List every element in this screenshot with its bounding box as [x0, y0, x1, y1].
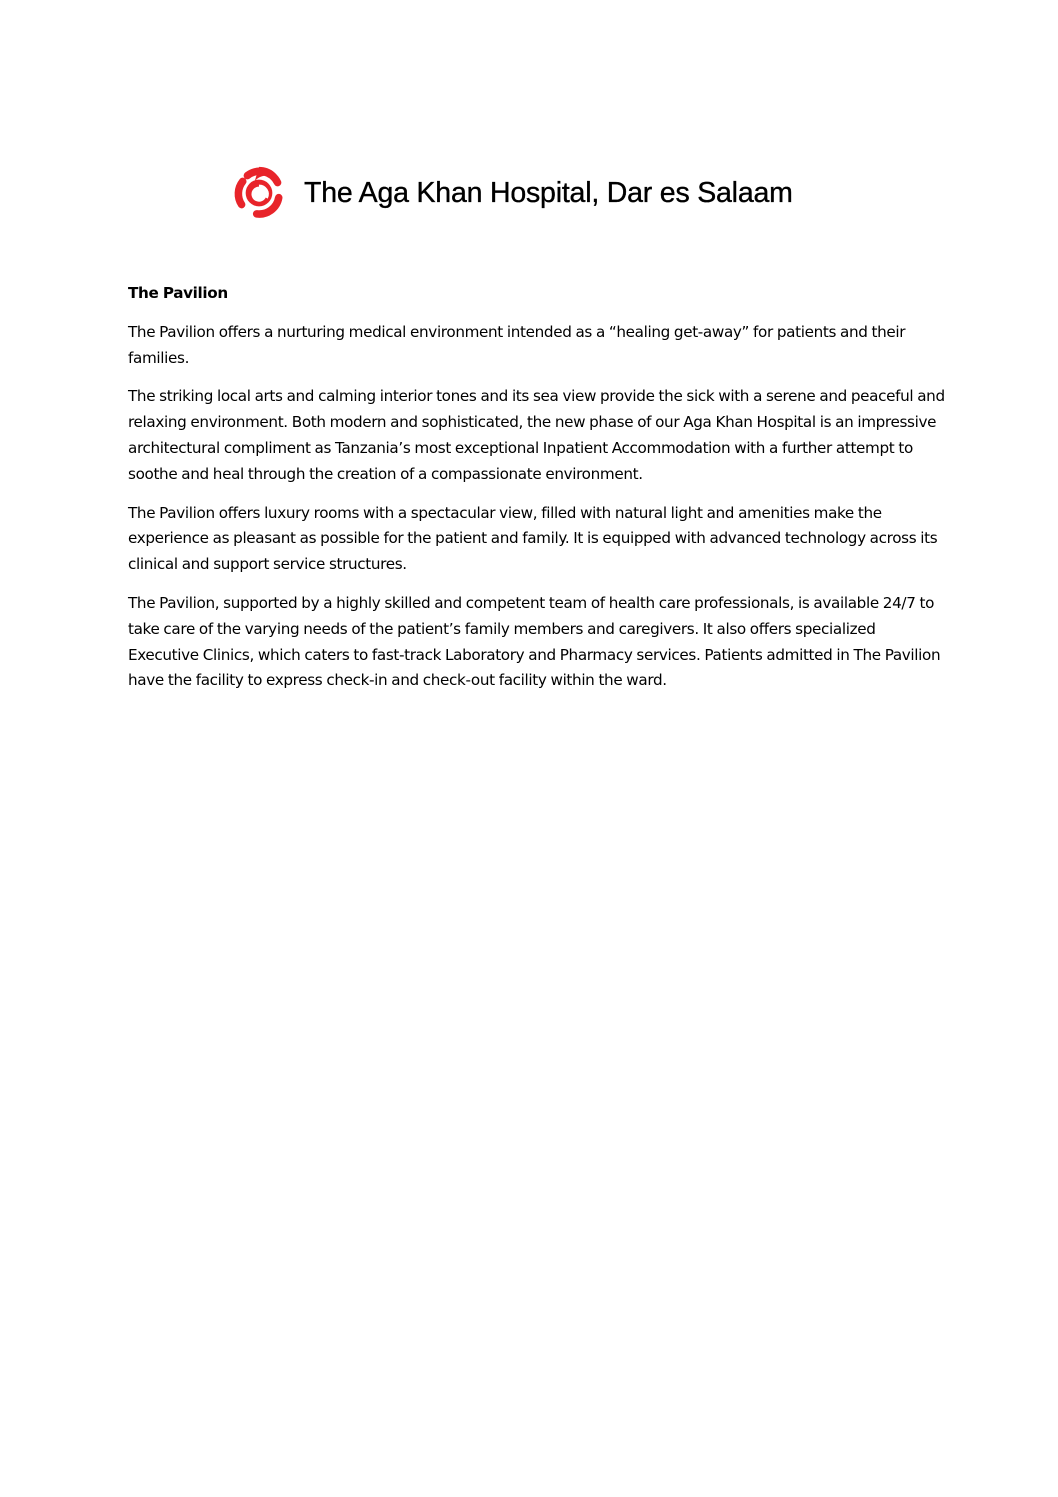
organization-name: The Aga Khan Hospital, Dar es Salaam [304, 176, 793, 209]
letterhead [230, 163, 793, 223]
document-body [128, 281, 948, 707]
paragraph-intro: The Pavilion offers a nurturing medical environment intended as a “healing get-away” for patients and their families. [128, 322, 906, 367]
aga-khan-logo-icon [230, 164, 288, 222]
paragraph-environment: The striking local arts and calming interior tones and its sea view provide the sick with a serene and peaceful and relaxing environment. Both modern and sophisticated, the new phase of our Aga Khan Hospital is an impressive architectural compliment as Tanzania’s most exceptional Inpatient Accommodation with a further attempt to soothe and heal through the creation of a compassionate environment. [128, 387, 945, 483]
paragraph-services: The Pavilion, supported by a highly skilled and competent team of health care professionals, is available 24/7 to take care of the varying needs of the patient’s family members and caregivers. It also offers specialized Executive Clinics, which caters to fast-track Laboratory and Pharmacy services. Patients admitted in The Pavilion have the facility to express check-in and check-out facility within the ward. [128, 593, 941, 690]
section-title: The Pavilion [128, 284, 228, 302]
paragraph-rooms: The Pavilion offers luxury rooms with a spectacular view, filled with natural light and amenities make the experience as pleasant as possible for the patient and family. It is equipped with advanced technology across its clinical and support service structures. [128, 503, 938, 574]
